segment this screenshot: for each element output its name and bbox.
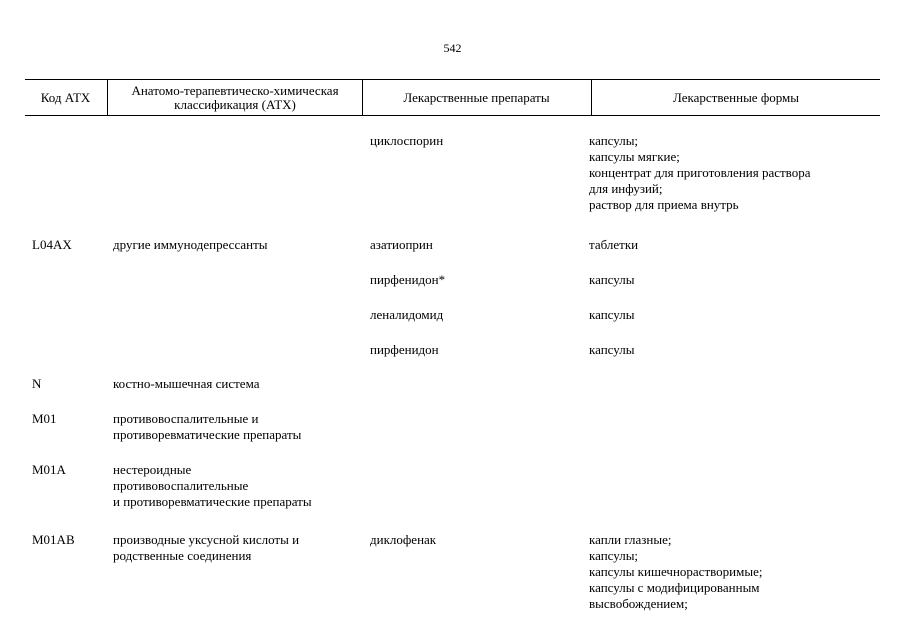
header-drugs: Лекарственные препараты bbox=[403, 89, 550, 105]
header-divider bbox=[107, 80, 108, 115]
cell-forms: капли глазные; капсулы; капсулы кишечнорастворимые; капсулы с модифицированным высвобождением; bbox=[589, 532, 763, 611]
cell-forms: капсулы bbox=[589, 307, 635, 322]
header-classification: Анатомо-терапевтическо-химическая классификация (АТХ) bbox=[131, 82, 339, 112]
cell-drug: диклофенак bbox=[370, 532, 437, 547]
cell-drug: циклоспорин bbox=[370, 133, 444, 148]
cell-code: M01A bbox=[32, 462, 66, 477]
cell-code: M01AB bbox=[32, 532, 75, 547]
cell-code: N bbox=[32, 376, 42, 391]
cell-drug: леналидомид bbox=[370, 307, 444, 322]
table-body bbox=[25, 133, 880, 640]
cell-drug: пирфенидон bbox=[370, 342, 439, 357]
cell-classification: производные уксусной кислоты и родственные соединения bbox=[113, 532, 300, 563]
cell-drug: пирфенидон* bbox=[370, 272, 446, 287]
cell-forms: капсулы bbox=[589, 342, 635, 357]
cell-classification: противовоспалительные и противоревматические препараты bbox=[113, 411, 302, 442]
table-header bbox=[25, 80, 880, 115]
cell-forms: капсулы; капсулы мягкие; концентрат для приготовления раствора для инфузий; раствор для приема внутрь bbox=[589, 133, 811, 212]
header-forms: Лекарственные формы bbox=[672, 89, 800, 105]
page-number: 542 bbox=[443, 41, 462, 55]
cell-drug: азатиоприн bbox=[370, 237, 433, 252]
cell-forms: капсулы bbox=[589, 272, 635, 287]
header-code: Код АТХ bbox=[40, 89, 91, 105]
cell-classification: костно-мышечная система bbox=[113, 376, 260, 391]
cell-classification: другие иммунодепрессанты bbox=[113, 237, 268, 252]
cell-code: L04AX bbox=[32, 237, 72, 252]
table-header-bottom-rule bbox=[25, 115, 880, 116]
cell-forms: таблетки bbox=[589, 237, 639, 252]
cell-code: M01 bbox=[32, 411, 57, 426]
cell-classification: нестероидные противовоспалительные и противоревматические препараты bbox=[113, 462, 312, 509]
